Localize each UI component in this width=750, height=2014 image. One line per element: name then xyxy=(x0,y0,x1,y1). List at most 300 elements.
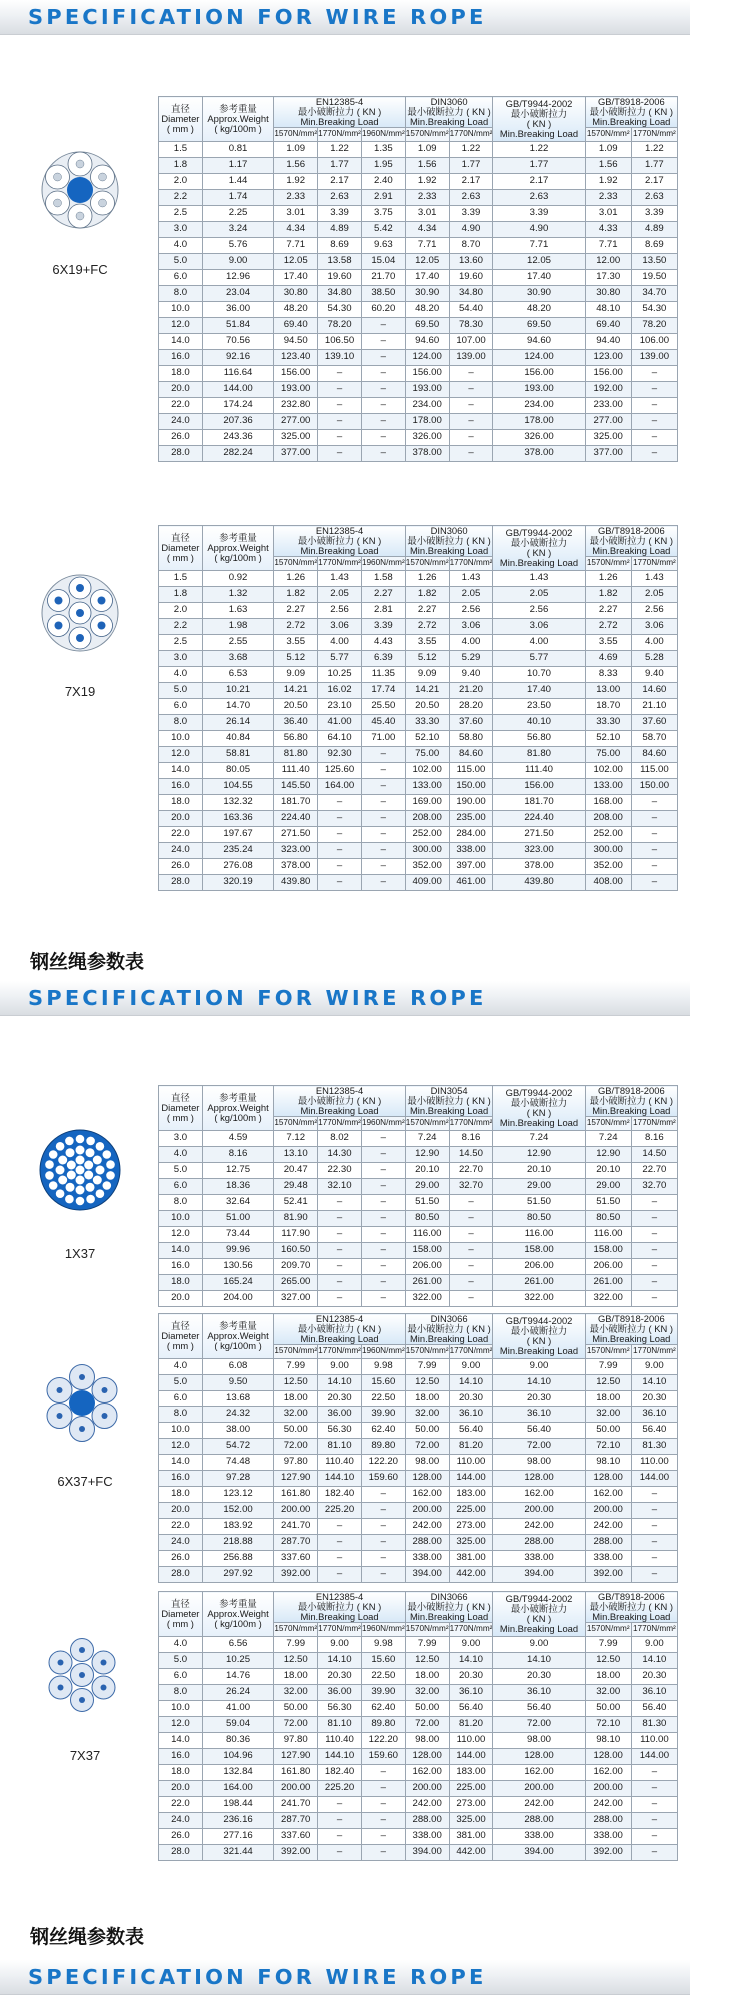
header-text: 1770N/mm² xyxy=(449,1345,493,1355)
rope-label: 7X19 xyxy=(64,684,96,699)
table-cell: 0.92 xyxy=(202,570,274,586)
table-cell: 338.00 xyxy=(405,1828,449,1844)
table-row xyxy=(159,1374,678,1390)
table-cell: 22.0 xyxy=(159,1796,203,1812)
table-cell: 127.90 xyxy=(274,1470,318,1486)
table-cell: – xyxy=(361,1534,405,1550)
table-cell: 92.30 xyxy=(318,746,362,762)
table-cell: 128.00 xyxy=(585,1748,631,1764)
table-cell: – xyxy=(449,1258,493,1274)
spec-table-7x37 xyxy=(158,1591,678,1861)
table-cell: 13.60 xyxy=(449,253,493,269)
table-row xyxy=(159,1636,678,1652)
table-cell: – xyxy=(318,794,362,810)
table-cell: – xyxy=(361,1178,405,1194)
table-cell: 92.16 xyxy=(202,349,274,365)
spec-table-7x19 xyxy=(158,525,678,891)
table-cell: – xyxy=(631,874,677,890)
table-cell: 14.50 xyxy=(449,1146,493,1162)
table-row xyxy=(159,1130,678,1146)
table-cell: 5.76 xyxy=(202,237,274,253)
grade-header xyxy=(585,556,631,570)
table-cell: 5.0 xyxy=(159,1652,203,1668)
table-cell: 17.30 xyxy=(585,269,631,285)
table-cell: – xyxy=(361,746,405,762)
table-cell: 225.20 xyxy=(318,1780,362,1796)
gb8918-header xyxy=(585,1592,677,1623)
table-cell: 1.56 xyxy=(274,157,318,173)
header-text: 直径 xyxy=(171,1320,190,1331)
table-cell: – xyxy=(631,1226,677,1242)
header-text: 直径 xyxy=(171,1598,190,1609)
table-cell: 14.10 xyxy=(493,1652,585,1668)
table-row xyxy=(159,1812,678,1828)
table-row xyxy=(159,1668,678,1684)
table-cell: 9.09 xyxy=(405,666,449,682)
table-cell: 218.88 xyxy=(202,1534,274,1550)
table-cell: 352.00 xyxy=(585,858,631,874)
table-cell: 36.00 xyxy=(202,301,274,317)
table-cell: 300.00 xyxy=(585,842,631,858)
table-cell: 265.00 xyxy=(274,1274,318,1290)
grade-header xyxy=(585,1344,631,1358)
table-row xyxy=(159,189,678,205)
table-cell: 208.00 xyxy=(405,810,449,826)
header-text: Diameter xyxy=(161,1607,200,1619)
table-cell: 322.00 xyxy=(493,1290,585,1306)
table-cell: 20.30 xyxy=(631,1390,677,1406)
table-cell: 2.56 xyxy=(318,602,362,618)
table-cell: 325.00 xyxy=(449,1812,493,1828)
table-cell: 26.0 xyxy=(159,1828,203,1844)
header-text: 最小破断拉力 ( KN ) xyxy=(589,1094,673,1106)
table-cell: 192.00 xyxy=(585,381,631,397)
table-cell: 162.00 xyxy=(405,1764,449,1780)
table-cell: 94.50 xyxy=(274,333,318,349)
header-text: 直径 xyxy=(171,103,190,114)
table-cell: 48.20 xyxy=(274,301,318,317)
table-cell: 104.55 xyxy=(202,778,274,794)
table-cell: 36.10 xyxy=(449,1684,493,1700)
header-text: ( mm ) xyxy=(166,1339,194,1351)
table-row xyxy=(159,1242,678,1258)
grade-header xyxy=(361,127,405,141)
header-text: 1770N/mm² xyxy=(632,1623,676,1633)
table-cell: 50.00 xyxy=(274,1700,318,1716)
header-text: 1770N/mm² xyxy=(449,1623,493,1633)
table-cell: 38.50 xyxy=(361,285,405,301)
table-cell: 97.28 xyxy=(202,1470,274,1486)
table-cell: 1.98 xyxy=(202,618,274,634)
table-cell: – xyxy=(361,1210,405,1226)
table-row xyxy=(159,1518,678,1534)
table-cell: – xyxy=(318,429,362,445)
table-cell: 7.99 xyxy=(585,1358,631,1374)
table-cell: 26.0 xyxy=(159,858,203,874)
din-header xyxy=(405,526,493,557)
table-cell: 200.00 xyxy=(493,1502,585,1518)
table-cell: 352.00 xyxy=(405,858,449,874)
table-cell: – xyxy=(449,429,493,445)
table-cell: 20.10 xyxy=(405,1162,449,1178)
table-cell: 394.00 xyxy=(405,1844,449,1860)
header-text: Diameter xyxy=(161,112,200,124)
table-cell: 32.64 xyxy=(202,1194,274,1210)
table-cell: 325.00 xyxy=(449,1534,493,1550)
header-text: 1770N/mm² xyxy=(318,1117,361,1127)
table-cell: 2.27 xyxy=(405,602,449,618)
table-cell: 80.36 xyxy=(202,1732,274,1748)
table-cell: 174.24 xyxy=(202,397,274,413)
table-cell: 158.00 xyxy=(405,1242,449,1258)
table-cell: 234.00 xyxy=(493,397,585,413)
table-cell: 10.0 xyxy=(159,301,203,317)
table-cell: 10.25 xyxy=(318,666,362,682)
table-cell: 1.26 xyxy=(274,570,318,586)
table-cell: 2.56 xyxy=(493,602,585,618)
table-cell: 156.00 xyxy=(274,365,318,381)
table-cell: 74.48 xyxy=(202,1454,274,1470)
table-cell: 9.50 xyxy=(202,1374,274,1390)
table-cell: 98.10 xyxy=(585,1454,631,1470)
table-cell: 200.00 xyxy=(585,1502,631,1518)
gb9944-header xyxy=(493,526,585,571)
table-cell: 5.77 xyxy=(318,650,362,666)
table-cell: 36.10 xyxy=(631,1406,677,1422)
table-cell: 22.70 xyxy=(631,1162,677,1178)
table-cell: 18.70 xyxy=(585,698,631,714)
table-cell: 4.89 xyxy=(318,221,362,237)
table-cell: 242.00 xyxy=(585,1796,631,1812)
table-cell: 36.10 xyxy=(631,1684,677,1700)
table-cell: 337.60 xyxy=(274,1550,318,1566)
banner-bottom xyxy=(0,1960,690,1995)
table-row xyxy=(159,730,678,746)
table-cell: 2.91 xyxy=(361,189,405,205)
rope-6x19fc-icon xyxy=(40,150,120,230)
table-cell: – xyxy=(361,842,405,858)
table-cell: 1.92 xyxy=(585,173,631,189)
table-cell: 8.69 xyxy=(318,237,362,253)
header-text: 1770N/mm² xyxy=(632,1345,676,1355)
table-cell: – xyxy=(361,762,405,778)
table-cell: 60.20 xyxy=(361,301,405,317)
header-text: GB/T9944-2002 xyxy=(505,1315,573,1327)
table-cell: 110.00 xyxy=(631,1454,677,1470)
table-cell: 156.00 xyxy=(493,778,585,794)
table-cell: 300.00 xyxy=(405,842,449,858)
header-text: Min.Breaking Load xyxy=(592,1610,671,1622)
table-cell: 84.60 xyxy=(449,746,493,762)
table-cell: 1.35 xyxy=(361,141,405,157)
table-cell: 36.00 xyxy=(318,1406,362,1422)
grade-header xyxy=(318,556,362,570)
table-cell: 75.00 xyxy=(585,746,631,762)
table-cell: 132.84 xyxy=(202,1764,274,1780)
table-cell: 288.00 xyxy=(585,1534,631,1550)
table-cell: 442.00 xyxy=(449,1566,493,1582)
table-cell: 3.39 xyxy=(318,205,362,221)
table-cell: 14.0 xyxy=(159,333,203,349)
table-cell: 51.50 xyxy=(405,1194,449,1210)
table-cell: 36.40 xyxy=(274,714,318,730)
table-cell: 9.00 xyxy=(631,1358,677,1374)
table-cell: 3.55 xyxy=(585,634,631,650)
table-cell: 116.64 xyxy=(202,365,274,381)
table-cell: 183.00 xyxy=(449,1764,493,1780)
table-cell: 2.63 xyxy=(631,189,677,205)
header-text: EN12385-4 xyxy=(315,525,364,536)
table-cell: 106.50 xyxy=(318,333,362,349)
table-cell: 22.30 xyxy=(318,1162,362,1178)
rope-1x37-icon xyxy=(38,1128,122,1212)
grade-header xyxy=(631,127,677,141)
table-cell: 20.0 xyxy=(159,1780,203,1796)
table-cell: 2.55 xyxy=(202,634,274,650)
table-cell: 5.0 xyxy=(159,253,203,269)
table-cell: 2.81 xyxy=(361,602,405,618)
table-cell: 409.00 xyxy=(405,874,449,890)
table-cell: 5.12 xyxy=(274,650,318,666)
table-cell: – xyxy=(318,1812,362,1828)
header-text: EN12385-4 xyxy=(315,96,364,107)
table-cell: 178.00 xyxy=(405,413,449,429)
table-cell: 4.00 xyxy=(449,634,493,650)
table-cell: 50.00 xyxy=(405,1700,449,1716)
table-cell: 32.70 xyxy=(631,1178,677,1194)
table-cell: 69.40 xyxy=(274,317,318,333)
table-cell: 9.98 xyxy=(361,1358,405,1374)
table-cell: 14.70 xyxy=(202,698,274,714)
table-cell: 16.02 xyxy=(318,682,362,698)
header-text: 1770N/mm² xyxy=(632,1117,676,1127)
header-text: GB/T8918-2006 xyxy=(597,96,665,107)
table-cell: 97.80 xyxy=(274,1732,318,1748)
table-cell: – xyxy=(449,1194,493,1210)
table-cell: – xyxy=(361,778,405,794)
table-cell: 169.00 xyxy=(405,794,449,810)
table-cell: 48.20 xyxy=(493,301,585,317)
grade-header xyxy=(274,1622,318,1636)
header-text: 1770N/mm² xyxy=(318,128,361,138)
header-text: Min.Breaking Load xyxy=(300,1104,379,1116)
table-cell: 56.40 xyxy=(449,1700,493,1716)
table-cell: 1.09 xyxy=(274,141,318,157)
rope-label: 7X37 xyxy=(69,1748,101,1763)
header-text: Approx.Weight xyxy=(207,1329,269,1341)
table-cell: 2.33 xyxy=(405,189,449,205)
grade-header xyxy=(449,556,493,570)
table-row xyxy=(159,237,678,253)
table-cell: 3.01 xyxy=(274,205,318,221)
table-cell: 241.70 xyxy=(274,1518,318,1534)
table-cell: 12.50 xyxy=(274,1374,318,1390)
table-cell: 20.50 xyxy=(274,698,318,714)
header-text: 1960N/mm² xyxy=(361,1117,405,1127)
banner-title: SPECIFICATION FOR WIRE ROPE xyxy=(28,1965,487,1989)
table-cell: 10.21 xyxy=(202,682,274,698)
table-cell: 14.10 xyxy=(449,1374,493,1390)
header-text: 最小破断拉力 xyxy=(510,107,568,119)
header-text: 1570N/mm² xyxy=(274,557,318,567)
table-cell: 4.0 xyxy=(159,666,203,682)
header-text: 1770N/mm² xyxy=(449,557,493,567)
table-cell: 183.00 xyxy=(449,1486,493,1502)
table-cell: 117.90 xyxy=(274,1226,318,1242)
table-cell: 8.02 xyxy=(318,1130,362,1146)
table-cell: 2.5 xyxy=(159,634,203,650)
table-cell: 378.00 xyxy=(493,445,585,461)
gb9944-header xyxy=(493,1086,585,1131)
header-text: DIN3066 xyxy=(430,1313,468,1324)
table-cell: – xyxy=(361,1274,405,1290)
table-cell: – xyxy=(318,874,362,890)
grade-header xyxy=(449,1116,493,1130)
header-text: 1770N/mm² xyxy=(449,1117,493,1127)
header-text: 最小破断拉力 xyxy=(510,1602,568,1614)
table-cell: 12.50 xyxy=(274,1652,318,1668)
table-cell: 288.00 xyxy=(585,1812,631,1828)
table-cell: 36.00 xyxy=(318,1684,362,1700)
table-cell: 381.00 xyxy=(449,1828,493,1844)
table-cell: 8.0 xyxy=(159,285,203,301)
table-row xyxy=(159,1684,678,1700)
header-text: Min.Breaking Load xyxy=(499,556,579,568)
table-cell: 273.00 xyxy=(449,1518,493,1534)
table-cell: 78.20 xyxy=(631,317,677,333)
header-text: Min.Breaking Load xyxy=(409,1610,489,1622)
table-cell: 1.43 xyxy=(318,570,362,586)
header-text: ( mm ) xyxy=(166,1617,194,1629)
table-row xyxy=(159,682,678,698)
table-cell: – xyxy=(449,413,493,429)
table-cell: 12.50 xyxy=(405,1374,449,1390)
table-cell: – xyxy=(361,874,405,890)
table-cell: 132.32 xyxy=(202,794,274,810)
table-cell: 183.92 xyxy=(202,1518,274,1534)
table-cell: 14.60 xyxy=(631,682,677,698)
table-row xyxy=(159,1146,678,1162)
rope-label: 6X37+FC xyxy=(57,1474,113,1489)
grade-header xyxy=(405,1116,449,1130)
table-cell: 80.50 xyxy=(585,1210,631,1226)
spec-table-6x19fc xyxy=(158,96,678,462)
table-cell: 2.63 xyxy=(493,189,585,205)
table-cell: 72.00 xyxy=(405,1716,449,1732)
header-text: GB/T8918-2006 xyxy=(597,1085,665,1096)
header-text: 参考重量 xyxy=(219,532,257,543)
table-cell: 20.30 xyxy=(493,1390,585,1406)
table-cell: 38.00 xyxy=(202,1422,274,1438)
header-text: DIN3060 xyxy=(430,96,468,107)
table-cell: – xyxy=(631,1210,677,1226)
table-cell: 14.0 xyxy=(159,762,203,778)
table-cell: 17.40 xyxy=(405,269,449,285)
table-cell: 156.00 xyxy=(405,365,449,381)
table-cell: 282.24 xyxy=(202,445,274,461)
table-cell: – xyxy=(361,1146,405,1162)
table-cell: 4.00 xyxy=(493,634,585,650)
table-cell: 110.00 xyxy=(449,1454,493,1470)
table-row xyxy=(159,618,678,634)
table-cell: 30.90 xyxy=(493,285,585,301)
table-row xyxy=(159,1764,678,1780)
header-text: EN12385-4 xyxy=(315,1313,364,1324)
gb9944-header xyxy=(493,97,585,142)
header-text: Min.Breaking Load xyxy=(409,115,489,127)
table-cell: 18.0 xyxy=(159,1274,203,1290)
table-cell: 9.40 xyxy=(449,666,493,682)
table-cell: 51.50 xyxy=(493,1194,585,1210)
table-cell: 2.40 xyxy=(361,173,405,189)
table-cell: 2.05 xyxy=(449,586,493,602)
table-cell: 32.00 xyxy=(405,1684,449,1700)
table-cell: – xyxy=(318,1828,362,1844)
table-cell: 200.00 xyxy=(274,1502,318,1518)
header-text: 1570N/mm² xyxy=(586,557,630,567)
table-cell: 130.56 xyxy=(202,1258,274,1274)
table-row xyxy=(159,1406,678,1422)
table-cell: 144.10 xyxy=(318,1470,362,1486)
table-cell: 56.80 xyxy=(493,730,585,746)
table-cell: 17.40 xyxy=(493,269,585,285)
table-cell: – xyxy=(318,826,362,842)
table-cell: 1.8 xyxy=(159,157,203,173)
table-cell: 271.50 xyxy=(274,826,318,842)
table-cell: 338.00 xyxy=(493,1828,585,1844)
spec-table-6x37fc xyxy=(158,1313,678,1583)
table-cell: 24.0 xyxy=(159,413,203,429)
table-cell: 3.0 xyxy=(159,1130,203,1146)
table-cell: – xyxy=(631,397,677,413)
table-row xyxy=(159,1700,678,1716)
table-cell: 181.70 xyxy=(493,794,585,810)
table-cell: 123.12 xyxy=(202,1486,274,1502)
table-cell: 81.10 xyxy=(318,1438,362,1454)
table-cell: 64.10 xyxy=(318,730,362,746)
table-cell: 69.50 xyxy=(493,317,585,333)
table-cell: – xyxy=(631,429,677,445)
table-cell: 54.72 xyxy=(202,1438,274,1454)
table-cell: 20.47 xyxy=(274,1162,318,1178)
header-text: Min.Breaking Load xyxy=(300,544,379,556)
rope-label: 6X19+FC xyxy=(52,262,108,277)
table-cell: 6.08 xyxy=(202,1358,274,1374)
table-cell: 81.30 xyxy=(631,1438,677,1454)
din-header xyxy=(405,1592,493,1623)
rope-7x37-icon xyxy=(42,1635,122,1715)
table-cell: 2.63 xyxy=(318,189,362,205)
header-text: 参考重量 xyxy=(219,103,257,114)
table-row xyxy=(159,586,678,602)
table-row xyxy=(159,141,678,157)
table-cell: 22.70 xyxy=(449,1162,493,1178)
table-cell: 78.20 xyxy=(318,317,362,333)
header-text: 1960N/mm² xyxy=(361,1345,405,1355)
table-row xyxy=(159,842,678,858)
header-text: 1770N/mm² xyxy=(318,557,361,567)
header-text: 1570N/mm² xyxy=(586,128,630,138)
header-text: 1570N/mm² xyxy=(586,1623,630,1633)
table-cell: 102.00 xyxy=(585,762,631,778)
table-cell: – xyxy=(449,1242,493,1258)
table-cell: – xyxy=(631,413,677,429)
table-cell: 14.10 xyxy=(493,1374,585,1390)
table-cell: 51.84 xyxy=(202,317,274,333)
table-cell: 32.00 xyxy=(405,1406,449,1422)
table-cell: 25.50 xyxy=(361,698,405,714)
table-cell: 36.10 xyxy=(449,1406,493,1422)
